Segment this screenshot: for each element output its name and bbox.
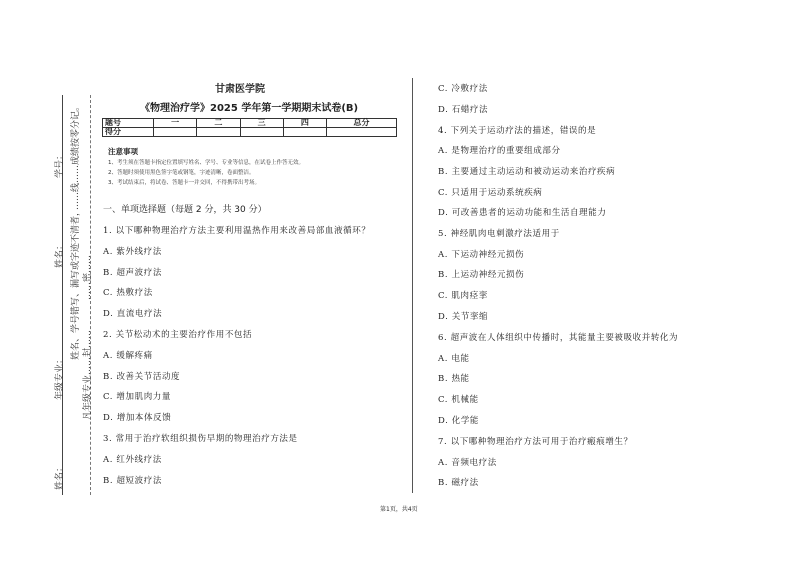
- score-table: [102, 118, 397, 137]
- option-text: A. 电能: [438, 354, 470, 364]
- option-text: B. 超短波疗法: [103, 476, 162, 486]
- option-text: C. 只适用于运动系统疾病: [438, 188, 543, 198]
- option-text: C. 肌肉痉挛: [438, 291, 488, 301]
- margin-warning-3: 凡年级专业……封……: [83, 329, 93, 420]
- notice-item: 1、考生须在答题卡指定位置填写姓名、学号、专业等信息，在试卷上作答无效。: [108, 160, 305, 166]
- score-cell: 二: [197, 119, 240, 128]
- margin-warning-1: ……线……成绩按零分记。: [71, 101, 81, 210]
- notice-item: 2、答题时须使用黑色签字笔或钢笔，字迹清晰，卷面整洁。: [108, 170, 255, 176]
- margin-name-2: 姓名：: [55, 462, 65, 490]
- score-cell: 总分: [327, 119, 397, 128]
- score-input-cell[interactable]: [197, 128, 240, 137]
- score-input-cell[interactable]: [327, 128, 397, 137]
- option-text: B. 磁疗法: [438, 478, 479, 488]
- column-divider: [412, 78, 413, 493]
- score-cell: 得分: [103, 128, 154, 137]
- option-text: B. 上运动神经元损伤: [438, 270, 525, 280]
- section-heading: 一、单项选择题（每题 2 分，共 30 分）: [103, 205, 267, 215]
- question-text: 4. 下列关于运动疗法的描述，错误的是: [438, 126, 597, 136]
- option-text: A. 是物理治疗的重要组成部分: [438, 146, 561, 156]
- option-text: D. 直流电疗法: [103, 309, 163, 319]
- score-cell: 一: [154, 119, 197, 128]
- score-cell: 四: [283, 119, 326, 128]
- option-text: A. 下运动神经元损伤: [438, 250, 525, 260]
- notice-item: 3、考试结束后，将试卷、答题卡一并交回，不得携带出考场。: [108, 180, 261, 186]
- option-text: B. 热能: [438, 374, 470, 384]
- exam-title: 《物理治疗学》2025 学年第一学期期末试卷(B): [140, 103, 359, 114]
- option-text: B. 改善关节活动度: [103, 372, 181, 382]
- option-text: A. 紫外线疗法: [103, 247, 162, 257]
- score-input-cell[interactable]: [283, 128, 326, 137]
- score-input-cell[interactable]: [154, 128, 197, 137]
- option-text: D. 可改善患者的运动功能和生活自理能力: [438, 208, 607, 218]
- option-text: C. 冷敷疗法: [438, 84, 488, 94]
- score-table-header-row: [103, 119, 397, 128]
- option-text: A. 缓解疼痛: [103, 351, 153, 361]
- option-text: D. 石蜡疗法: [438, 105, 489, 115]
- page-number: 第1页，共4页: [380, 506, 418, 513]
- question-text: 5. 神经肌肉电刺激疗法适用于: [438, 229, 560, 239]
- option-text: A. 红外线疗法: [103, 455, 162, 465]
- option-text: D. 化学能: [438, 416, 480, 426]
- option-text: C. 机械能: [438, 395, 479, 405]
- margin-grade-major: 年级专业：: [55, 354, 65, 400]
- score-input-cell[interactable]: [240, 128, 283, 137]
- margin-student-id: 学号：: [55, 150, 65, 178]
- option-text: C. 增加肌肉力量: [103, 392, 172, 402]
- question-text: 6. 超声波在人体组织中传播时，其能量主要被吸收并转化为: [438, 333, 679, 343]
- school-name: 甘肃医学院: [215, 84, 265, 95]
- option-text: D. 增加本体反馈: [103, 413, 172, 423]
- option-text: A. 音频电疗法: [438, 458, 497, 468]
- score-table-score-row: [103, 128, 397, 137]
- option-text: B. 超声波疗法: [103, 268, 162, 278]
- score-cell: 三: [240, 119, 283, 128]
- question-text: 2. 关节松动术的主要治疗作用不包括: [103, 330, 253, 340]
- question-text: 3. 常用于治疗软组织损伤早期的物理治疗方法是: [103, 434, 298, 444]
- score-cell: 题号: [103, 119, 154, 128]
- margin-name: 姓名：: [55, 240, 65, 268]
- margin-warning-2: 姓名、学号错写、漏写或字迹不清者，: [71, 206, 81, 360]
- option-text: D. 关节挛缩: [438, 312, 489, 322]
- notice-title: 注意事项: [108, 147, 138, 156]
- question-text: 1. 以下哪种物理治疗方法主要利用温热作用来改善局部血液循环？: [103, 226, 371, 236]
- option-text: B. 主要通过主动运动和被动运动来治疗疾病: [438, 167, 616, 177]
- margin-warning-4: ……密……: [83, 254, 93, 300]
- question-text: 7. 以下哪种物理治疗方法可用于治疗瘢痕增生？: [438, 437, 633, 447]
- option-text: C. 热敷疗法: [103, 288, 153, 298]
